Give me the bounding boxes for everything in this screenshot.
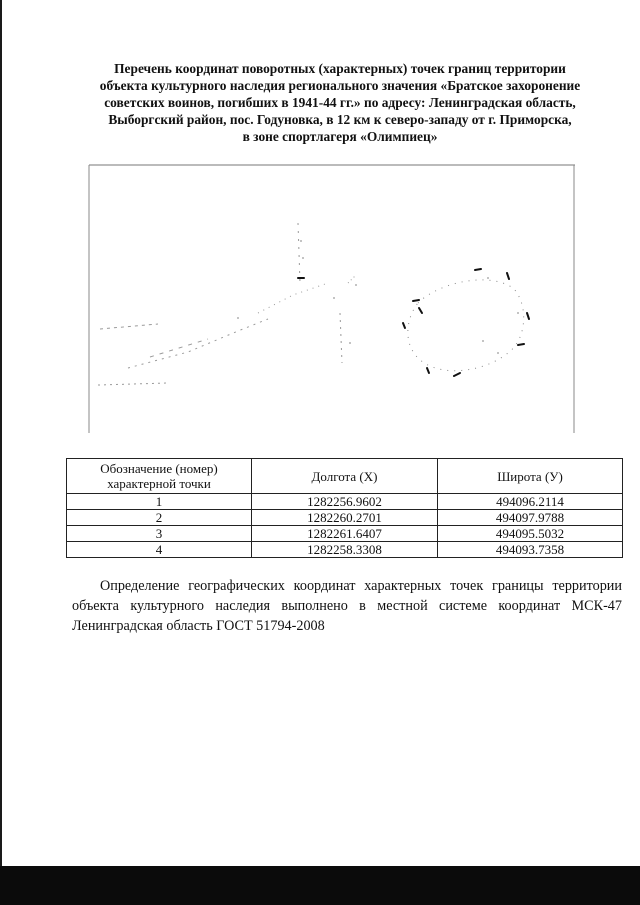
longitude-value: 1282261.6407 bbox=[252, 526, 438, 542]
header-latitude: Широта (У) bbox=[438, 459, 623, 494]
title-line-5: в зоне спортлагеря «Олимпиец» bbox=[242, 129, 438, 144]
scan-bottom-border bbox=[0, 866, 640, 905]
latitude-value: 494097.9788 bbox=[438, 510, 623, 526]
longitude-value: 1282260.2701 bbox=[252, 510, 438, 526]
coordinate-system-note: Определение географических координат характерных точек границы территории объекта культурного наследия выполнено в местной системе координат МСК-47 Ленинградская область ГОСТ 51794-2008 bbox=[72, 578, 622, 634]
latitude-value: 494093.7358 bbox=[438, 542, 623, 558]
longitude-value: 1282256.9602 bbox=[252, 494, 438, 510]
latitude-value: 494095.5032 bbox=[438, 526, 623, 542]
document-title bbox=[60, 60, 620, 145]
header-longitude: Долгота (X) bbox=[252, 459, 438, 494]
table-header-row bbox=[67, 459, 623, 494]
point-number: 2 bbox=[67, 510, 252, 526]
point-number: 3 bbox=[67, 526, 252, 542]
point-number: 1 bbox=[67, 494, 252, 510]
title-line-1: Перечень координат поворотных (характерных) точек границ территории bbox=[114, 61, 566, 76]
table-row bbox=[67, 526, 623, 542]
scan-left-edge bbox=[0, 0, 2, 870]
point-number: 4 bbox=[67, 542, 252, 558]
title-line-3: советских воинов, погибших в 1941-44 гг.» по адресу: Ленинградская область, bbox=[104, 95, 576, 110]
site-map-scan bbox=[88, 163, 576, 435]
coordinates-table bbox=[66, 458, 623, 558]
table-row bbox=[67, 542, 623, 558]
title-line-4: Выборгский район, пос. Годуновка, в 12 км к северо-западу от г. Приморска, bbox=[108, 112, 572, 127]
table-row bbox=[67, 494, 623, 510]
title-line-2: объекта культурного наследия регионального значения «Братское захоронение bbox=[99, 78, 581, 93]
header-point-number: Обозначение (номер) характерной точки bbox=[67, 459, 252, 494]
table-row bbox=[67, 510, 623, 526]
longitude-value: 1282258.3308 bbox=[252, 542, 438, 558]
latitude-value: 494096.2114 bbox=[438, 494, 623, 510]
site-map-drawing bbox=[88, 163, 576, 435]
